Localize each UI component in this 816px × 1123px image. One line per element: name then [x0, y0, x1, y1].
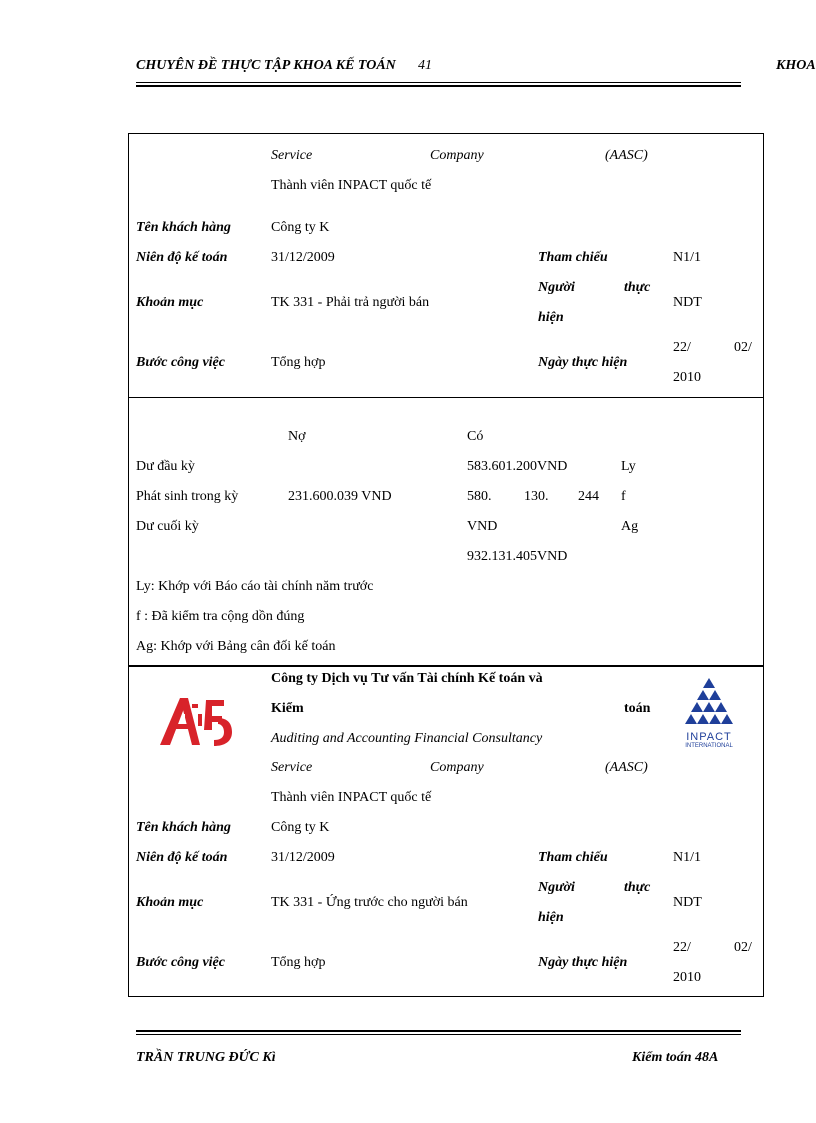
preparer2-label-3: hiện — [538, 910, 564, 925]
ref2-value: N1/1 — [673, 850, 701, 865]
ref2-label: Tham chiếu — [538, 850, 608, 865]
date-value-2: 02/ — [734, 340, 752, 355]
company-company: Company — [430, 148, 484, 163]
company2-service: Service — [271, 760, 313, 775]
period-value: 31/12/2009 — [271, 250, 335, 265]
header-rule-1 — [136, 82, 741, 83]
company-name-toan: toán — [624, 701, 651, 716]
step2-label: Bước công việc — [136, 955, 225, 970]
preparer2-value: NDT — [673, 895, 702, 910]
company-name-line-1: Công ty Dịch vụ Tư vấn Tài chính Kế toán và — [271, 671, 543, 686]
credit-line-3: VND — [467, 519, 498, 534]
preparer-label-1: Người — [538, 280, 575, 295]
aasc-logo-icon — [158, 690, 238, 755]
preparer2-label-2: thực — [624, 880, 651, 895]
inpact-logo-text: INPACT — [686, 731, 732, 743]
date-value-1: 22/ — [673, 340, 691, 355]
credit-mark-f: f — [621, 489, 626, 504]
page-number: 41 — [418, 58, 432, 73]
credit-line-4: 932.131.405VND — [467, 549, 568, 564]
client2-label: Tên khách hàng — [136, 820, 231, 835]
col-credit: Có — [467, 429, 484, 444]
step-label: Bước công việc — [136, 355, 225, 370]
item-value: TK 331 - Phải trả người bán — [271, 295, 430, 310]
date2-value-3: 2010 — [673, 970, 701, 985]
row-movement-label: Phát sinh trong kỳ — [136, 489, 239, 504]
period-label: Niên độ kế toán — [136, 250, 228, 265]
item-label: Khoản mục — [136, 295, 204, 310]
footer-rule-1 — [136, 1030, 741, 1032]
credit-mark-ag: Ag — [621, 519, 639, 534]
company-service: Service — [271, 148, 313, 163]
date2-label: Ngày thực hiện — [538, 955, 628, 970]
note-ly: Ly: Khớp với Báo cáo tài chính năm trước — [136, 579, 374, 594]
header-right: KHOA — [776, 58, 816, 73]
inpact-logo-icon — [674, 676, 744, 749]
note-ag: Ag: Khớp với Bảng cân đối kế toán — [136, 639, 336, 654]
credit-line-1: 583.601.200VND — [467, 459, 568, 474]
row-movement-debit: 231.600.039 VND — [288, 489, 392, 504]
company-member: Thành viên INPACT quốc tế — [271, 178, 432, 193]
credit-line-2c: 244 — [578, 489, 599, 504]
date-value-3: 2010 — [673, 370, 701, 385]
divider-1 — [128, 397, 764, 398]
footer-author: TRẦN TRUNG ĐỨC Kì — [136, 1050, 276, 1065]
ref-value: N1/1 — [673, 250, 701, 265]
item2-value: TK 331 - Ứng trước cho người bán — [271, 895, 468, 910]
company-name-kiem: Kiểm — [271, 701, 304, 716]
period2-label: Niên độ kế toán — [136, 850, 228, 865]
preparer-label-2: thực — [624, 280, 651, 295]
company2-company: Company — [430, 760, 484, 775]
step-value: Tổng hợp — [271, 355, 326, 370]
preparer2-label-1: Người — [538, 880, 575, 895]
client2-value: Công ty K — [271, 820, 330, 835]
company-aasc: (AASC) — [605, 148, 648, 163]
company2-aasc: (AASC) — [605, 760, 648, 775]
step2-value: Tổng hợp — [271, 955, 326, 970]
date2-value-2: 02/ — [734, 940, 752, 955]
client-value: Công ty K — [271, 220, 330, 235]
company2-member: Thành viên INPACT quốc tế — [271, 790, 432, 805]
note-f: f : Đã kiểm tra cộng dồn đúng — [136, 609, 305, 624]
row-closing-label: Dư cuối kỳ — [136, 519, 199, 534]
company-english-line: Auditing and Accounting Financial Consultancy — [271, 731, 543, 746]
credit-line-2b: 130. — [524, 489, 549, 504]
divider-2 — [128, 665, 764, 667]
header-rule-2 — [136, 85, 741, 87]
date2-value-1: 22/ — [673, 940, 691, 955]
credit-line-2a: 580. — [467, 489, 492, 504]
inpact-logo-sub: INTERNATIONAL — [685, 743, 733, 749]
col-debit: Nợ — [288, 429, 306, 444]
date-label: Ngày thực hiện — [538, 355, 628, 370]
row-opening-label: Dư đầu kỳ — [136, 459, 195, 474]
credit-mark-ly: Ly — [621, 459, 636, 474]
preparer-label-3: hiện — [538, 310, 564, 325]
item2-label: Khoản mục — [136, 895, 204, 910]
period2-value: 31/12/2009 — [271, 850, 335, 865]
footer-rule-2 — [136, 1034, 741, 1035]
footer-class: Kiểm toán 48A — [632, 1050, 719, 1065]
client-label: Tên khách hàng — [136, 220, 231, 235]
header-title: CHUYÊN ĐỀ THỰC TẬP KHOA KẾ TOÁN — [136, 58, 396, 73]
preparer-value: NDT — [673, 295, 702, 310]
ref-label: Tham chiếu — [538, 250, 608, 265]
